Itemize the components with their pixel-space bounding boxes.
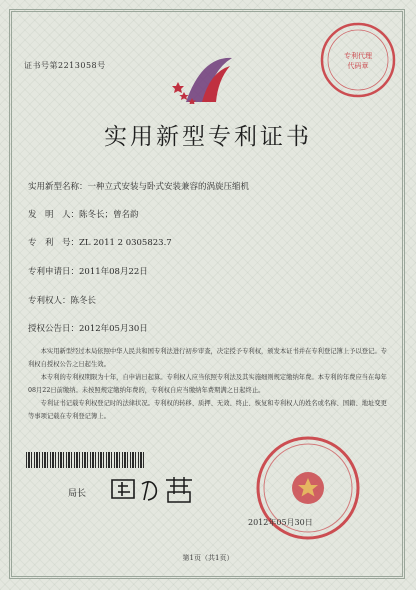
body-paragraph-3: 专利证书记载专利权登记时的法律状况。专利权的转移、质押、无效、终止、恢复和专利权人的姓名或名称、国籍、地址变更等事项记载在专利登记簿上。 [28,400,387,420]
certificate-number-value: 2213058 [58,61,98,70]
patent-office-emblem-icon [172,52,236,104]
patent-number-row [28,236,172,248]
body-paragraph-1: 本实用新型经过本局依照中华人民共和国专利法进行初步审查，决定授予专利权，颁发本证书并在专利登记簿上予以登记。专利权自授权公告之日起生效。 [28,348,387,368]
page-footer: 第1页（共1页） [182,554,234,562]
certificate-number [24,60,106,71]
inventor-row [28,208,139,220]
inventor-label: 发 明 人： [28,210,80,220]
certificate-number-label: 证书号第 [24,61,58,70]
barcode [26,452,144,468]
grant-date-value: 2012年05月30日 [79,324,148,334]
utility-name-value: 一种立式安装与卧式安装兼容的涡旋压缩机 [87,182,250,192]
certificate-number-suffix: 号 [97,61,106,70]
director-signature-icon [108,474,198,504]
owner-value: 陈冬长 [70,296,97,306]
filing-date-row [28,265,148,277]
grant-date-label: 授权公告日： [28,324,80,334]
body-paragraph-2: 本专利的专利权期限为十年，自申请日起算。专利权人应当依照专利法及其实施细则规定缴纳年费。本专利的年费应当在每年08月22日前缴纳。未按照规定缴纳年费的，专利权自应当缴纳年费期满之日起终止。 [28,374,387,394]
filing-date-label: 专利申请日： [28,267,80,277]
certificate-body [28,345,388,423]
svg-text:专利代理: 专利代理 [344,52,372,60]
certificate-title: 实用新型专利证书 [104,124,312,150]
inventor-value: 陈冬长；曾名韵 [79,210,139,220]
director-label: 局长 [68,489,87,499]
utility-name-row [28,180,249,192]
grant-date-row [28,322,148,334]
owner-row [28,294,96,306]
utility-name-label: 实用新型名称： [28,182,88,192]
issue-date: 2012年05月30日 [248,518,313,527]
patent-number-value: ZL 2011 2 0305823.7 [79,238,172,248]
svg-text:代码章: 代码章 [347,62,369,70]
owner-label: 专利权人： [28,296,71,306]
patent-number-label: 专 利 号： [28,238,80,248]
agency-seal-icon [318,20,398,100]
filing-date-value: 2011年08月22日 [79,267,148,277]
